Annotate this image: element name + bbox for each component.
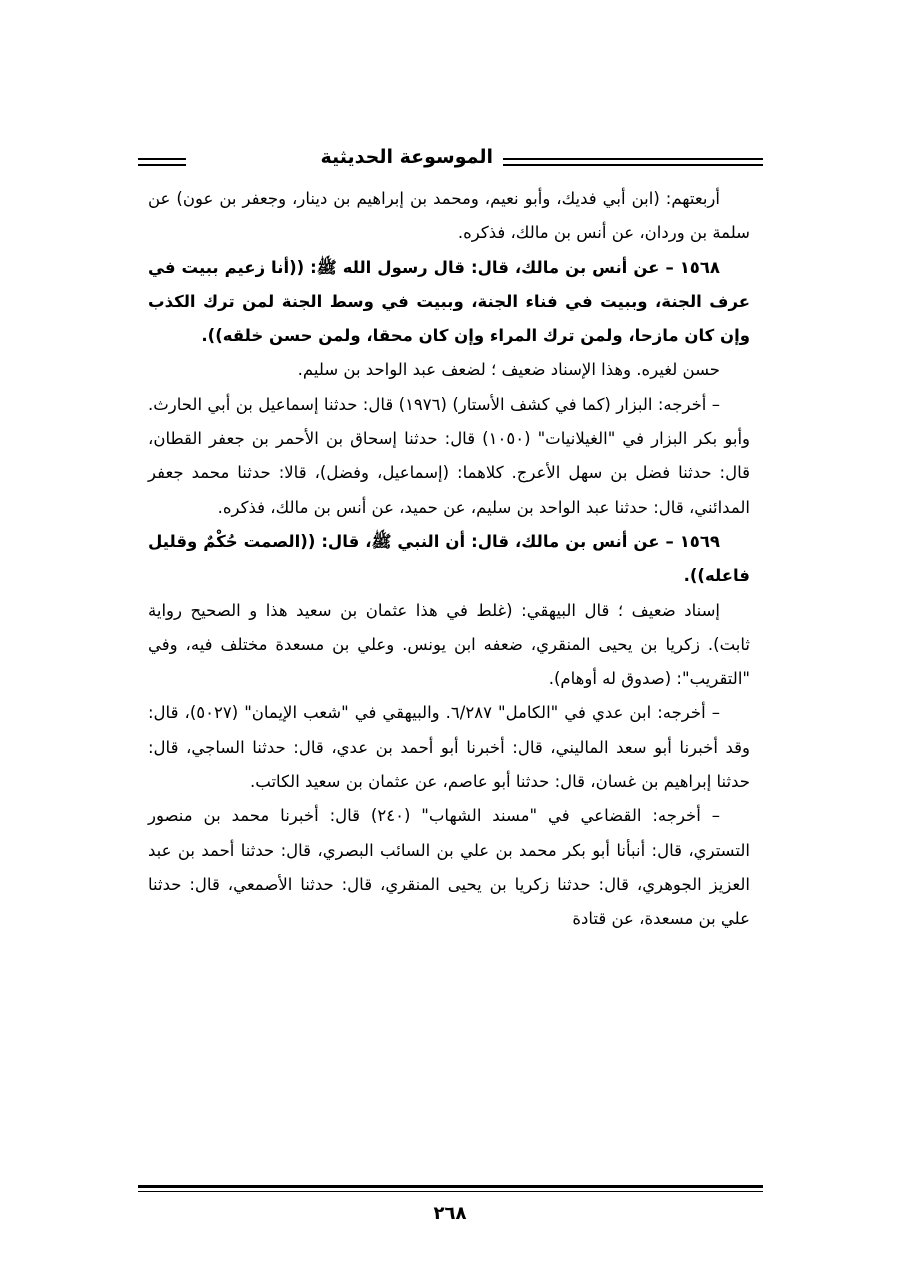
footer-rule: [138, 1185, 763, 1192]
grading-1569: إسناد ضعيف ؛ قال البيهقي: (غلط في هذا عثمان بن سعيد هذا و الصحيح رواية ثابت). زكريا بن يحيى المنقري، ضعفه ابن يونس. وعلي بن مسعدة مختلف فيه، وفي "التقريب": (صدوق له أوهام).: [148, 600, 750, 689]
takhrij-1568: – أخرجه: البزار (كما في كشف الأستار) (١٩٧٦) قال: حدثنا إسماعيل بن أبي الحارث. وأبو بكر البزار في "الغيلانيات" (١٠٥٠) قال: حدثنا إسحاق بن الأحمر بن جعفر القطان، قال: حدثنا فضل بن سهل الأعرج. كلاهما: (إسماعيل، وفضل)، قالا: حدثنا محمد جعفر المدائني، قال: حدثنا عبد الواحد بن سليم، عن حميد، عن أنس بن مالك، فذكره.: [148, 394, 750, 517]
paragraph-continuation: أربعتهم: (ابن أبي فديك، وأبو نعيم، ومحمد بن إبراهيم بن دينار، وجعفر بن عون) عن سلمة بن وردان، عن أنس بن مالك، فذكره.: [148, 189, 750, 243]
running-header: [138, 144, 763, 174]
grading-1568: حسن لغيره. وهذا الإسناد ضعيف ؛ لضعف عبد الواحد بن سليم.: [297, 360, 720, 380]
header-title: الموسوعة الحديثية: [320, 146, 493, 168]
takhrij-1569-a: – أخرجه: ابن عدي في "الكامل" ٦/٢٨٧. والبيهقي في "شعب الإيمان" (٥٠٢٧)، قال: وقد أخبرنا أبو سعد الماليني، قال: أخبرنا أبو أحمد بن عدي، قال: حدثنا الساجي، قال: حدثنا إبراهيم بن غسان، قال: حدثنا أبو عاصم، عن عثمان بن سعيد الكاتب.: [148, 703, 750, 792]
hadith-1569: ١٥٦٩ – عن أنس بن مالك، قال: أن النبي ﷺ، قال: ((الصمت حُكْمٌ وقليل فاعله)).: [148, 531, 750, 586]
hadith-1568: ١٥٦٨ – عن أنس بن مالك، قال: قال رسول الله ﷺ: ((أنا زعيم ببيت في عرف الجنة، وببيت في فناء الجنة، وببيت في وسط الجنة لمن ترك الكذب وإن كان مازحا، ولمن ترك المراء وإن كان محقا، ولمن حسن خلقه)).: [148, 257, 750, 346]
page-number: ٢٦٨: [433, 1203, 467, 1224]
page-body: [148, 182, 750, 937]
takhrij-1569-b: – أخرجه: القضاعي في "مسند الشهاب" (٢٤٠) قال: أخبرنا محمد بن منصور التستري، قال: أنبأنا أبو بكر محمد بن علي بن السائب البصري، قال: حدثنا أحمد بن عبد العزيز الجوهري، قال: حدثنا زكريا بن يحيى المنقري، قال: حدثنا الأصمعي، قال: حدثنا علي بن مسعدة، عن قتادة: [148, 806, 750, 929]
header-rule-right: [503, 158, 763, 166]
header-rule-left: [138, 158, 186, 166]
